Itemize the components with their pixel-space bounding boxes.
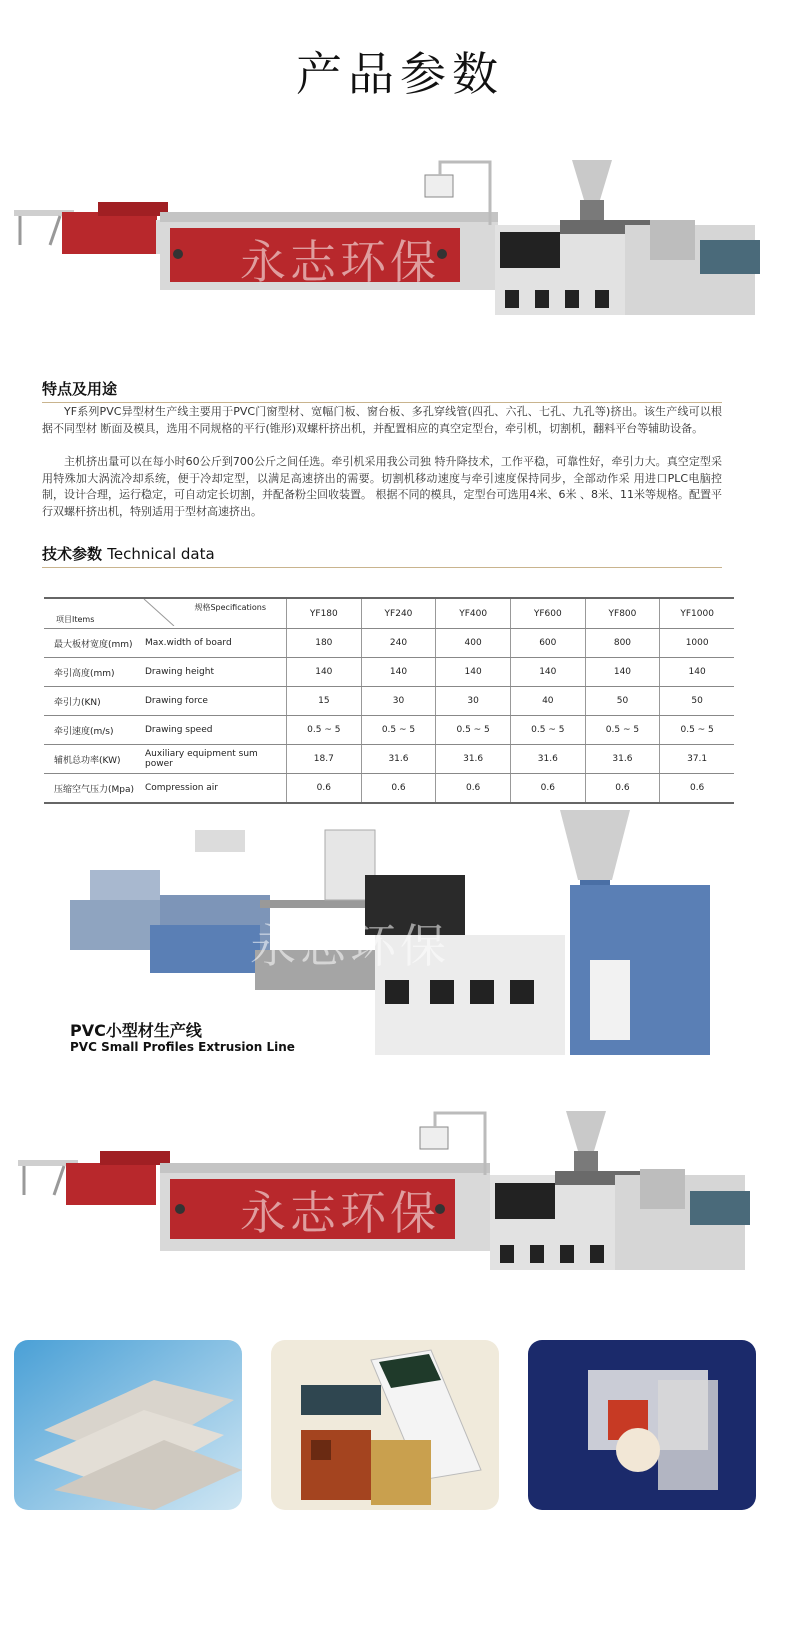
table-row	[44, 658, 734, 687]
row-label-cn: 牵引高度(mm)	[44, 658, 141, 687]
table-cell: 37.1	[660, 745, 734, 774]
watermark-text: 永志环保	[240, 235, 440, 289]
row-label-cn: 最大板材宽度(mm)	[44, 629, 141, 658]
table-cell: 0.5 ~ 5	[585, 716, 660, 745]
model-header: YF400	[436, 598, 511, 629]
watermark-text: 永志环保	[240, 1186, 440, 1240]
table-cell: 50	[585, 687, 660, 716]
model-header: YF180	[287, 598, 362, 629]
table-cell: 18.7	[287, 745, 362, 774]
product-photo-window-profiles	[271, 1340, 499, 1510]
table-cell: 0.6	[361, 774, 436, 804]
row-label-en: Drawing height	[141, 658, 287, 687]
table-cell: 240	[361, 629, 436, 658]
table-cell: 0.6	[287, 774, 362, 804]
tech-spec-table	[44, 597, 734, 804]
product-photo-profile-sections	[528, 1340, 756, 1510]
table-cell: 31.6	[585, 745, 660, 774]
header-spec-label: 规格Specifications	[194, 603, 266, 612]
table-cell: 140	[660, 658, 734, 687]
row-label-en: Auxiliary equipment sum power	[141, 745, 287, 774]
extrusion-line-photo-top	[0, 150, 800, 350]
table-cell: 15	[287, 687, 362, 716]
model-header: YF800	[585, 598, 660, 629]
table-cell: 180	[287, 629, 362, 658]
table-cell: 40	[510, 687, 585, 716]
table-row	[44, 774, 734, 804]
small-line-caption-cn: PVC小型材生产线	[70, 1021, 202, 1040]
row-label-cn: 牵引力(KN)	[44, 687, 141, 716]
table-header-row	[44, 598, 734, 629]
table-row	[44, 629, 734, 658]
table-cell: 600	[510, 629, 585, 658]
extrusion-line-photo-bottom	[0, 1105, 800, 1305]
table-cell: 1000	[660, 629, 734, 658]
table-cell: 0.5 ~ 5	[361, 716, 436, 745]
table-row	[44, 687, 734, 716]
page-title: 产品参数	[296, 47, 504, 101]
table-corner-cell	[44, 598, 287, 629]
table-cell: 0.6	[510, 774, 585, 804]
tech-heading-cn: 技术参数	[42, 545, 103, 563]
row-label-cn: 压缩空气压力(Mpa)	[44, 774, 141, 804]
table-cell: 0.6	[585, 774, 660, 804]
row-label-en: Drawing speed	[141, 716, 287, 745]
table-cell: 50	[660, 687, 734, 716]
table-cell: 0.6	[660, 774, 734, 804]
table-cell: 0.5 ~ 5	[287, 716, 362, 745]
table-cell: 0.5 ~ 5	[660, 716, 734, 745]
table-cell: 140	[436, 658, 511, 687]
table-cell: 140	[287, 658, 362, 687]
table-cell: 30	[361, 687, 436, 716]
table-cell: 140	[510, 658, 585, 687]
table-cell: 31.6	[361, 745, 436, 774]
features-paragraph-2: 主机挤出量可以在每小时60公斤到700公斤之间任选。牵引机采用我公司独 特升降技术，工作平稳，可靠性好，牵引力大。真空定型采用特殊加大涡流冷却系统，便于冷却定型，以满足高速挤出的需要。切割机移动速度与牵引速度保持同步，全部动作采 用进口PLC电脑控制，设计合理，运行稳定，可自动定长切割，并配备粉尘回收装置。 根据不同的模具，定型台可选用4米、6米 、8米、11米等规格。配置平行双螺杆挤出机，特别适用于型材高速挤出。	[42, 455, 722, 518]
tech-heading	[42, 543, 722, 568]
table-cell: 0.5 ~ 5	[510, 716, 585, 745]
product-photo-wall-panels	[14, 1340, 242, 1510]
table-cell: 800	[585, 629, 660, 658]
row-label-en: Compression air	[141, 774, 287, 804]
watermark-text: 永志环保	[250, 919, 450, 973]
model-header: YF240	[361, 598, 436, 629]
model-header: YF1000	[660, 598, 734, 629]
row-label-en: Max.width of board	[141, 629, 287, 658]
tech-heading-en: Technical data	[107, 545, 215, 563]
table-cell: 31.6	[510, 745, 585, 774]
row-label-cn: 牵引速度(m/s)	[44, 716, 141, 745]
row-label-cn: 辅机总功率(KW)	[44, 745, 141, 774]
table-cell: 31.6	[436, 745, 511, 774]
table-cell: 30	[436, 687, 511, 716]
small-line-caption-en: PVC Small Profiles Extrusion Line	[70, 1040, 295, 1054]
table-row	[44, 716, 734, 745]
table-cell: 140	[361, 658, 436, 687]
features-heading: 特点及用途	[42, 378, 722, 403]
header-items-label: 项目Items	[56, 615, 95, 624]
model-header: YF600	[510, 598, 585, 629]
table-cell: 140	[585, 658, 660, 687]
table-cell: 0.5 ~ 5	[436, 716, 511, 745]
table-row	[44, 745, 734, 774]
table-cell: 0.6	[436, 774, 511, 804]
table-cell: 400	[436, 629, 511, 658]
features-paragraph-1: YF系列PVC异型材生产线主要用于PVC门窗型材、宽幅门板、窗台板、多孔穿线管(四孔、六孔、七孔、九孔等)挤出。该生产线可以根据不同型材 断面及模具，选用不同规格的平行(锥形)双螺杆挤出机，并配置相应的真空定型台，牵引机，切割机，翻料平台等辅助设备。	[42, 405, 722, 435]
row-label-en: Drawing force	[141, 687, 287, 716]
